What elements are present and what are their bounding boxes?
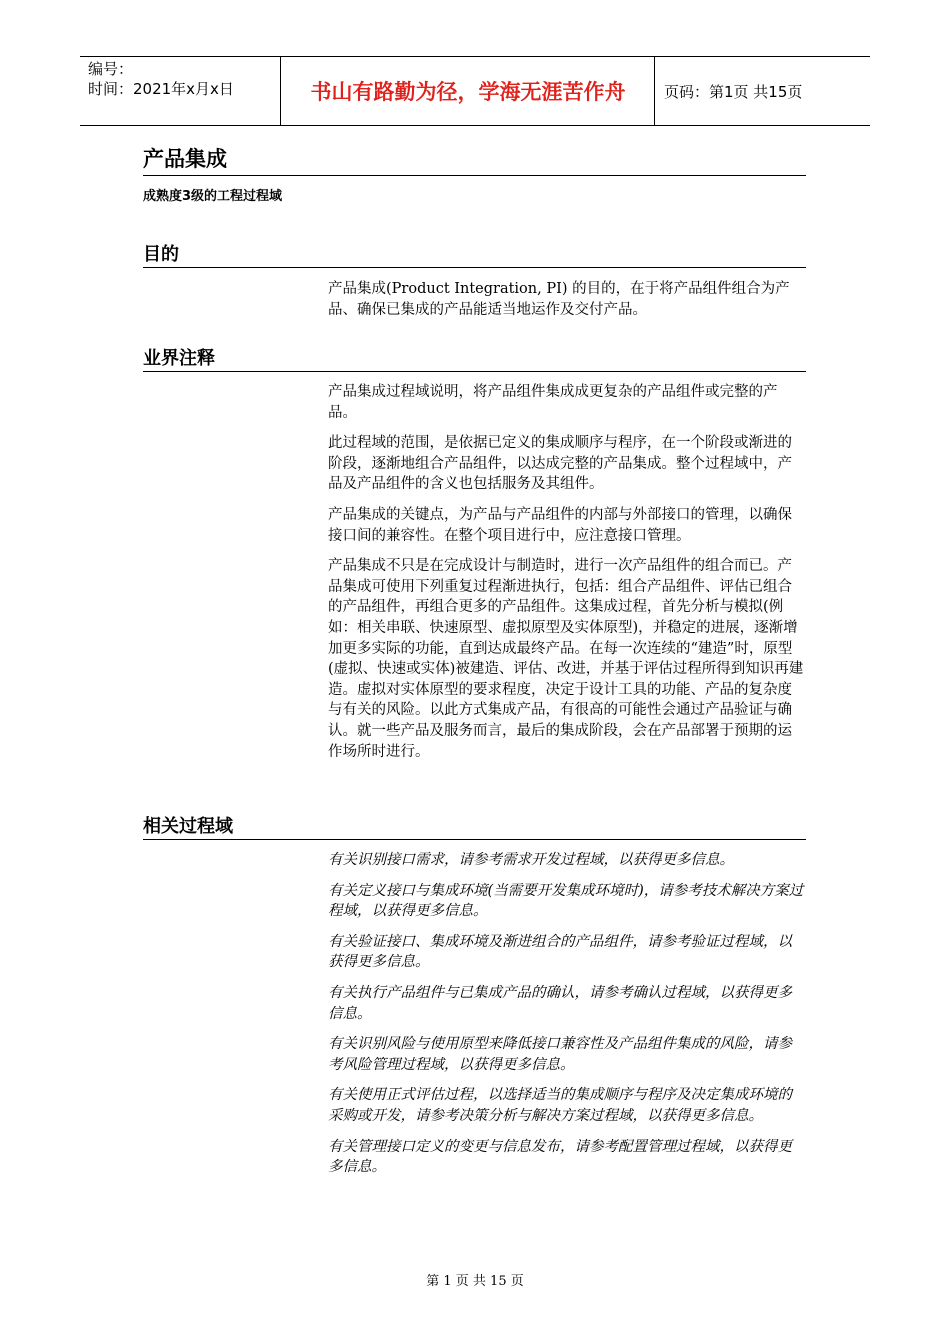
paragraph: 有关使用正式评估过程，以选择适当的集成顺序与程序及决定集成环境的采购或开发，请参考决策分析与解决方案过程域，以获得更多信息。 xyxy=(328,1087,792,1124)
page-title: 产品集成 xyxy=(143,143,806,176)
paragraph: 产品集成的关键点，为产品与产品组件的内部与外部接口的管理，以确保接口间的兼容性。在整个项目进行中，应注意接口管理。 xyxy=(328,506,792,544)
paragraph: 产品集成过程域说明，将产品组件集成成更复杂的产品组件或完整的产品。 xyxy=(328,384,778,421)
paragraph: 有关识别风险与使用原型来降低接口兼容性及产品组件集成的风险，请参考风险管理过程域，以获得更多信息。 xyxy=(328,1036,792,1073)
section-heading-purpose: 目的 xyxy=(143,240,806,268)
section-heading-related: 相关过程域 xyxy=(143,812,806,840)
paragraph: 有关管理接口定义的变更与信息发布，请参考配置管理过程域，以获得更多信息。 xyxy=(328,1138,792,1176)
header-motto: 书山有路勤为径，学海无涯苦作舟 xyxy=(310,80,626,104)
paragraph: 有关识别接口需求，请参考需求开发过程域，以获得更多信息。 xyxy=(328,852,734,868)
number-label: 编号： xyxy=(88,60,134,78)
paragraph: 有关执行产品组件与已集成产品的确认，请参考确认过程域，以获得更多信息。 xyxy=(328,984,792,1022)
section-body-purpose xyxy=(328,279,804,330)
paragraph: 有关验证接口、集成环境及渐进组合的产品组件，请参考验证过程域，以获得更多信息。 xyxy=(328,933,792,971)
header-info xyxy=(88,59,234,99)
paragraph: 此过程域的范围，是依据已定义的集成顺序与程序，在一个阶段或渐进的阶段，逐渐地组合产品组件，以达成完整的产品集成。整个过程域中，产品及产品组件的含义也包括服务及其组件。 xyxy=(328,435,792,493)
paragraph: 有关定义接口与集成环境(当需要开发集成环境时)，请参考技术解决方案过程域，以获得更多信息。 xyxy=(328,882,804,920)
page-header xyxy=(80,56,870,126)
page-footer: 第 1 页 共 15 页 xyxy=(426,1274,524,1289)
section-body-related xyxy=(328,850,804,1188)
time-label: 时间：2021年x月x日 xyxy=(88,80,234,98)
paragraph: 产品集成(Product Integration, PI) 的目的，在于将产品组件组合为产品、确保已集成的产品能适当地运作及交付产品。 xyxy=(328,281,790,318)
section-heading-notes: 业界注释 xyxy=(143,344,806,372)
header-divider xyxy=(280,57,281,125)
header-divider xyxy=(654,57,655,125)
page-subtitle: 成熟度3级的工程过程域 xyxy=(143,189,283,204)
section-body-notes xyxy=(328,382,804,772)
paragraph: 产品集成不只是在完成设计与制造时，进行一次产品组件的组合而已。产品集成可使用下列重复过程渐进执行，包括：组合产品组件、评估已组合的产品组件，再组合更多的产品组件。这集成过程，首先分析与模拟(例如：相关串联、快速原型、虚拟原型及实体原型)，并稳定的进展，逐渐增加更多实际的功能，直到达成最终产品。在每一次连续的“建造”时，原型(虚拟、快速或实体)被建造、评估、改进，并基于评估过程所得到知识再建造。虚拟对实体原型的要求程度，决定于设计工具的功能、产品的复杂度与有关的风险。以此方式集成产品，有很高的可能性会通过产品验证与确认。就一些产品及服务而言，最后的集成阶段，会在产品部署于预期的运作场所时进行。 xyxy=(328,558,804,760)
header-page-label: 页码：第1页 共15页 xyxy=(664,82,803,101)
